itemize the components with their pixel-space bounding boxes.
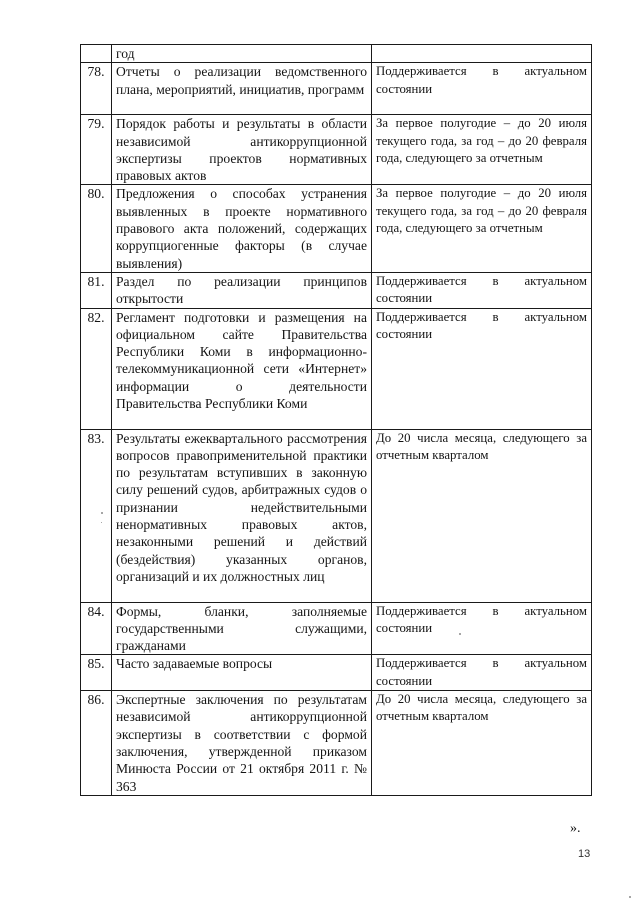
- info-category: Порядок работы и результаты в области независимой антикоррупционной экспертизы проектов нормативных правовых актов: [112, 115, 372, 185]
- publication-schedule-table: [80, 44, 592, 796]
- table-row: [81, 45, 592, 63]
- info-category: Формы, бланки, заполняемые государственными служащими, гражданами: [112, 602, 372, 655]
- scan-speck: [101, 512, 103, 514]
- row-number: 82.: [81, 308, 112, 429]
- info-category: Часто задаваемые вопросы: [112, 655, 372, 691]
- closing-quote-mark: ».: [570, 821, 581, 836]
- info-category: Отчеты о реализации ведомственного плана, мероприятий, инициатив, программ: [112, 63, 372, 115]
- update-period: [372, 45, 592, 63]
- row-number: 84.: [81, 602, 112, 655]
- scan-speck: [459, 633, 461, 635]
- info-category: год: [112, 45, 372, 63]
- info-category: Предложения о способах устранения выявленных в проекте нормативного правового акта положений, содержащих коррупциогенные факторы (в случае выявления): [112, 185, 372, 272]
- info-category: Раздел по реализации принципов открытости: [112, 272, 372, 308]
- table-row: [81, 655, 592, 691]
- update-period: Поддерживается в актуальном состоянии: [372, 63, 592, 115]
- info-category: Экспертные заключения по результатам независимой антикоррупционной экспертизы в соответствии с формой заключения, утвержденной приказом Минюста России от 21 октября 2011 г. № 363: [112, 691, 372, 796]
- table-row: [81, 691, 592, 796]
- table-row: [81, 308, 592, 429]
- update-period: Поддерживается в актуальном состоянии: [372, 308, 592, 429]
- table-row: [81, 63, 592, 115]
- row-number: 85.: [81, 655, 112, 691]
- row-number: [81, 45, 112, 63]
- row-number: 86.: [81, 691, 112, 796]
- row-number: 78.: [81, 63, 112, 115]
- update-period: До 20 числа месяца, следующего за отчетным кварталом: [372, 691, 592, 796]
- table-row: [81, 185, 592, 272]
- update-period: За первое полугодие – до 20 июля текущего года, за год – до 20 февраля года, следующего за отчетным: [372, 115, 592, 185]
- table-row: [81, 602, 592, 655]
- update-period: Поддерживается в актуальном состоянии: [372, 602, 592, 655]
- info-category: Результаты ежеквартального рассмотрения вопросов правоприменительной практики по результатам вступивших в законную силу решений судов, арбитражных судов о признании недействительными ненормативных правовых актов, незаконными решений и действий (бездействия) указанных органов, организаций и их должностных лиц: [112, 429, 372, 602]
- update-period: За первое полугодие – до 20 июля текущего года, за год – до 20 февраля года, следующего за отчетным: [372, 185, 592, 272]
- row-number: 81.: [81, 272, 112, 308]
- row-number: 80.: [81, 185, 112, 272]
- page-number: 13: [578, 848, 591, 860]
- row-number: 79.: [81, 115, 112, 185]
- table-row: [81, 429, 592, 602]
- scan-speck: [629, 896, 631, 898]
- table-row: [81, 115, 592, 185]
- update-period: До 20 числа месяца, следующего за отчетным кварталом: [372, 429, 592, 602]
- update-period: Поддерживается в актуальном состоянии: [372, 272, 592, 308]
- row-number: 83.: [81, 429, 112, 602]
- scan-speck: [101, 522, 102, 523]
- table-row: [81, 272, 592, 308]
- info-category: Регламент подготовки и размещения на официальном сайте Правительства Республики Коми в информационно-телекоммуникационной сети «Интернет» информации о деятельности Правительства Республики Коми: [112, 308, 372, 429]
- update-period: Поддерживается в актуальном состоянии: [372, 655, 592, 691]
